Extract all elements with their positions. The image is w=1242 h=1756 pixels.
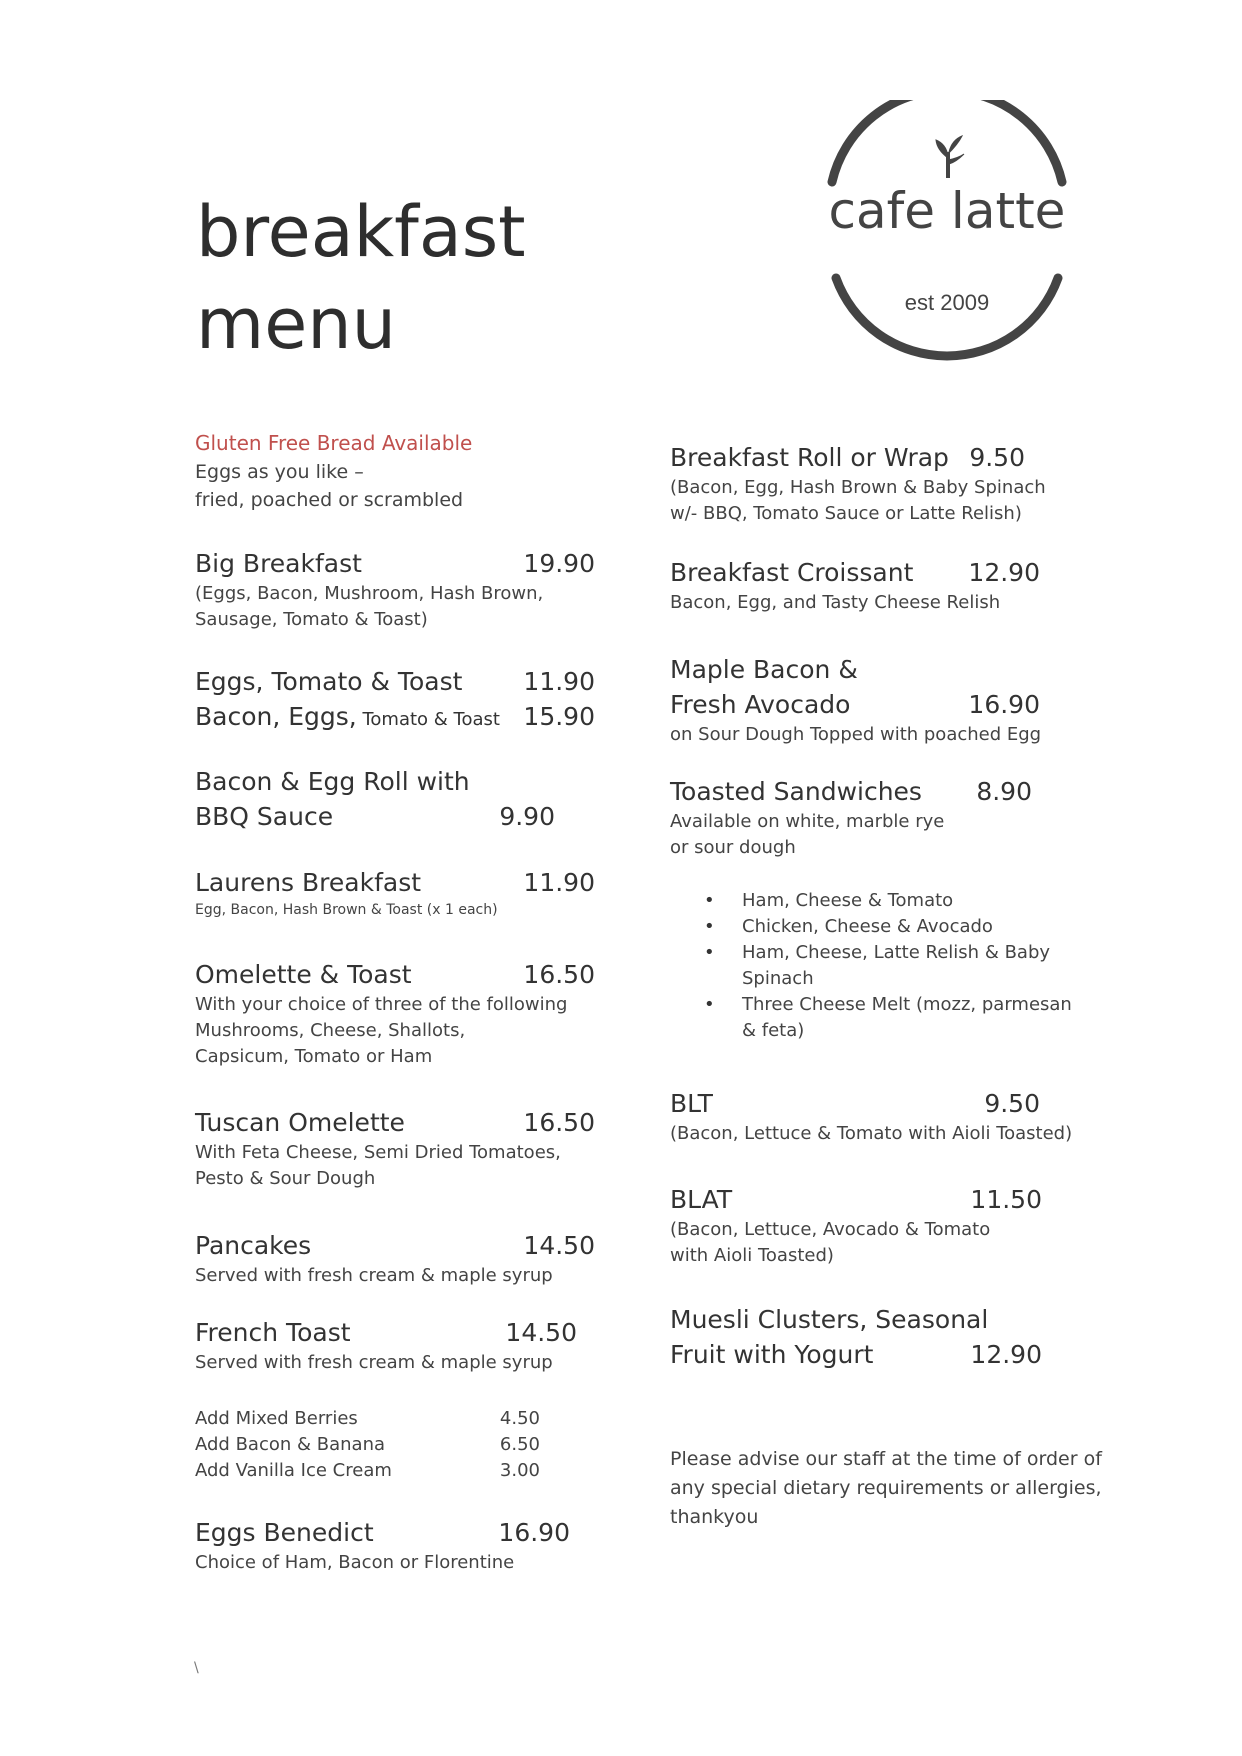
item-desc: Choice of Ham, Bacon or Florentine bbox=[195, 1552, 515, 1573]
item-price: 15.90 bbox=[523, 702, 595, 731]
item-name: Toasted Sandwiches bbox=[670, 777, 922, 806]
item-name: Pancakes bbox=[195, 1231, 312, 1260]
menu-item-french-toast bbox=[195, 1315, 595, 1376]
item-desc: Served with fresh cream & maple syrup bbox=[195, 1352, 553, 1373]
menu-item-blt bbox=[670, 1086, 1073, 1147]
item-name: Laurens Breakfast bbox=[195, 868, 422, 897]
item-price: 16.50 bbox=[523, 960, 595, 989]
item-price: 12.90 bbox=[968, 558, 1040, 587]
list-item-text-cont: Spinach bbox=[742, 968, 814, 989]
addon-label: Add Bacon & Banana bbox=[195, 1434, 386, 1455]
item-price: 9.50 bbox=[969, 443, 1025, 472]
item-price: 9.90 bbox=[499, 802, 555, 831]
menu-item-croissant bbox=[670, 555, 1040, 616]
item-name: Breakfast Croissant bbox=[670, 558, 914, 587]
logo-est: est 2009 bbox=[904, 290, 990, 315]
addon-row bbox=[195, 1406, 540, 1432]
item-desc: (Bacon, Lettuce & Tomato with Aioli Toasted) bbox=[670, 1123, 1073, 1144]
item-price: 19.90 bbox=[523, 549, 595, 578]
item-name: Big Breakfast bbox=[195, 549, 362, 578]
item-desc-3: Capsicum, Tomato or Ham bbox=[195, 1046, 433, 1067]
sandwich-options bbox=[670, 888, 1100, 1044]
list-item bbox=[670, 940, 1100, 992]
page-title bbox=[196, 186, 526, 370]
title-line-2: menu bbox=[196, 283, 396, 365]
eggs-note-line-1: Eggs as you like – bbox=[195, 461, 364, 483]
item-name-line-1: Maple Bacon & bbox=[670, 655, 858, 684]
item-desc-2: Mushrooms, Cheese, Shallots, bbox=[195, 1020, 466, 1041]
item-name: BLAT bbox=[670, 1185, 733, 1214]
gluten-free-notice bbox=[195, 428, 595, 514]
addon-row bbox=[195, 1458, 540, 1484]
item-desc-2: or sour dough bbox=[670, 837, 796, 858]
item-name: Eggs, Tomato & Toast bbox=[195, 667, 463, 696]
list-item-text: Ham, Cheese & Tomato bbox=[742, 890, 954, 911]
sprout-icon bbox=[936, 136, 964, 178]
item-desc-2: Sausage, Tomato & Toast) bbox=[195, 609, 428, 630]
list-item-text-cont: & feta) bbox=[742, 1020, 805, 1041]
cafe-latte-logo bbox=[812, 100, 1082, 362]
item-name-line-2: Fruit with Yogurt bbox=[670, 1340, 874, 1369]
item-price: 11.90 bbox=[523, 667, 595, 696]
item-name bbox=[195, 699, 500, 737]
dietary-notice bbox=[670, 1445, 1102, 1532]
item-price: 9.50 bbox=[984, 1089, 1040, 1118]
item-desc-1: With Feta Cheese, Semi Dried Tomatoes, bbox=[195, 1142, 561, 1163]
notice-line-2: any special dietary requirements or allergies, bbox=[670, 1477, 1102, 1499]
list-item bbox=[670, 888, 1100, 914]
item-price: 11.90 bbox=[523, 868, 595, 897]
item-desc: Bacon, Egg, and Tasty Cheese Relish bbox=[670, 592, 1001, 613]
title-line-1: breakfast bbox=[196, 191, 526, 273]
item-price: 12.90 bbox=[970, 1340, 1042, 1369]
menu-item-laurens-breakfast bbox=[195, 865, 595, 920]
stray-mark: \ bbox=[194, 1660, 199, 1676]
menu-item-blat bbox=[670, 1182, 1042, 1269]
item-name: French Toast bbox=[195, 1318, 351, 1347]
list-item bbox=[670, 992, 1100, 1044]
addon-price: 4.50 bbox=[499, 1408, 540, 1429]
notice-line-3: thankyou bbox=[670, 1506, 759, 1528]
item-name-line-1: Bacon & Egg Roll with bbox=[195, 767, 470, 796]
item-price: 16.90 bbox=[968, 690, 1040, 719]
item-name-line-1: Muesli Clusters, Seasonal bbox=[670, 1305, 989, 1334]
item-price: 8.90 bbox=[976, 777, 1032, 806]
menu-item-maple-bacon bbox=[670, 652, 1040, 748]
logo-name: cafe latte bbox=[828, 182, 1066, 240]
menu-item-toasted-sandwiches bbox=[670, 774, 1032, 861]
item-desc-1: (Eggs, Bacon, Mushroom, Hash Brown, bbox=[195, 583, 544, 604]
item-desc-1: With your choice of three of the following bbox=[195, 994, 568, 1015]
item-name-line-2: BBQ Sauce bbox=[195, 802, 334, 831]
menu-item-roll-wrap bbox=[670, 440, 1046, 527]
item-desc-2: with Aioli Toasted) bbox=[670, 1245, 834, 1266]
item-name: Omelette & Toast bbox=[195, 960, 412, 989]
addon-price: 3.00 bbox=[499, 1460, 540, 1481]
menu-item-bacon-eggs bbox=[195, 699, 595, 737]
item-price: 16.90 bbox=[498, 1518, 570, 1547]
addon-price: 6.50 bbox=[499, 1434, 540, 1455]
menu-item-pancakes bbox=[195, 1228, 595, 1289]
menu-item-eggs-tomato-toast bbox=[195, 664, 595, 699]
item-price: 14.50 bbox=[505, 1318, 577, 1347]
item-price: 14.50 bbox=[523, 1231, 595, 1260]
item-name: BLT bbox=[670, 1089, 713, 1118]
item-desc: on Sour Dough Topped with poached Egg bbox=[670, 724, 1042, 745]
addon-label: Add Vanilla Ice Cream bbox=[195, 1460, 392, 1481]
notice-line-1: Please advise our staff at the time of order of bbox=[670, 1448, 1102, 1470]
item-desc-2: w/- BBQ, Tomato Sauce or Latte Relish) bbox=[670, 503, 1022, 524]
gluten-free-label: Gluten Free Bread Available bbox=[195, 431, 473, 455]
item-name: Breakfast Roll or Wrap bbox=[670, 443, 949, 472]
item-name: Eggs Benedict bbox=[195, 1518, 374, 1547]
menu-item-tuscan-omelette bbox=[195, 1105, 595, 1192]
item-desc: Served with fresh cream & maple syrup bbox=[195, 1265, 553, 1286]
item-price: 16.50 bbox=[523, 1108, 595, 1137]
item-desc-2: Pesto & Sour Dough bbox=[195, 1168, 376, 1189]
addon-row bbox=[195, 1432, 540, 1458]
list-item bbox=[670, 914, 1100, 940]
item-desc-1: (Bacon, Lettuce, Avocado & Tomato bbox=[670, 1219, 991, 1240]
list-item-text: Three Cheese Melt (mozz, parmesan bbox=[742, 994, 1072, 1015]
menu-item-bacon-egg-roll bbox=[195, 764, 595, 834]
item-name: Tuscan Omelette bbox=[195, 1108, 405, 1137]
list-item-text: Chicken, Cheese & Avocado bbox=[742, 916, 993, 937]
item-name-line-2: Fresh Avocado bbox=[670, 690, 851, 719]
item-desc-1: (Bacon, Egg, Hash Brown & Baby Spinach bbox=[670, 477, 1046, 498]
item-desc: Egg, Bacon, Hash Brown & Toast (x 1 each) bbox=[195, 902, 498, 918]
item-name-small: Tomato & Toast bbox=[356, 709, 500, 730]
item-desc-1: Available on white, marble rye bbox=[670, 811, 945, 832]
menu-item-big-breakfast bbox=[195, 546, 595, 633]
menu-item-muesli bbox=[670, 1302, 1042, 1372]
item-name-main: Bacon, Eggs, bbox=[195, 702, 357, 731]
menu-item-omelette-toast bbox=[195, 957, 595, 1070]
addon-label: Add Mixed Berries bbox=[195, 1408, 358, 1429]
item-price: 11.50 bbox=[970, 1185, 1042, 1214]
menu-item-eggs-benedict bbox=[195, 1515, 595, 1576]
addons-list bbox=[195, 1406, 540, 1484]
eggs-note-line-2: fried, poached or scrambled bbox=[195, 489, 464, 511]
list-item-text: Ham, Cheese, Latte Relish & Baby bbox=[742, 942, 1051, 963]
